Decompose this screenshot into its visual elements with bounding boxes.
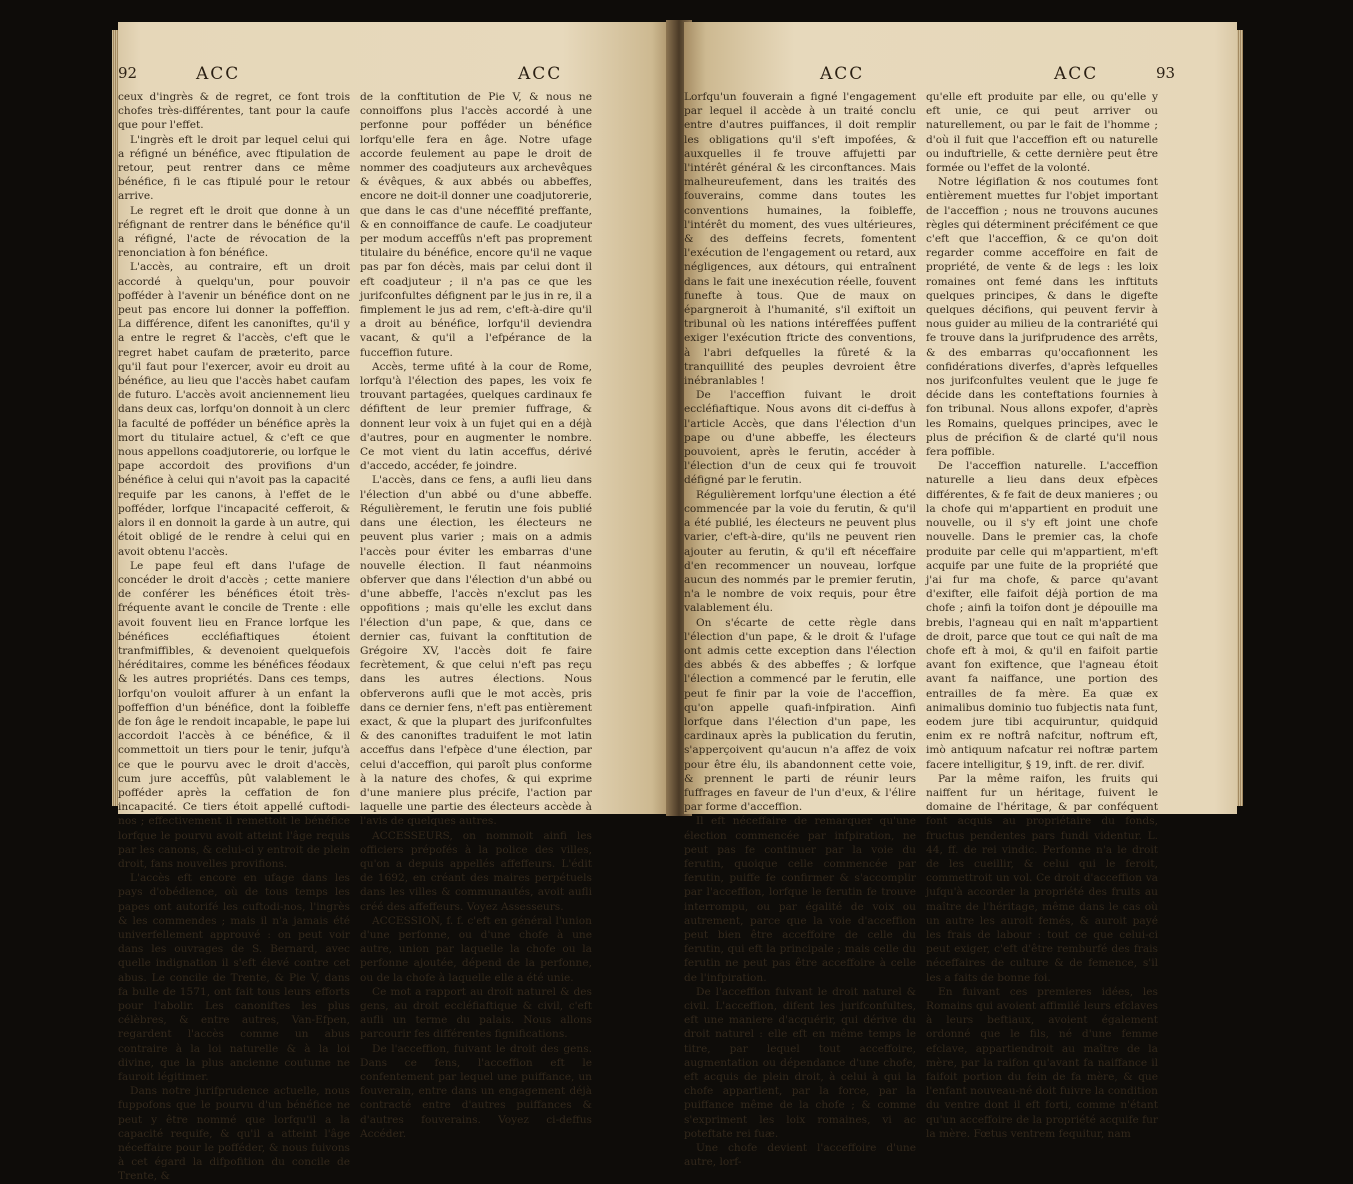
paragraph: Dans notre jurifprudence actuelle, nous fuppofons que le pourvu d'un bénéfice ne peut y être nommé que lorfqu'il a la capacité requife, & qu'il a atteint l'âge néceffaire pour le pofféder, & nous fuivons à cet égard la difpofition du concile de Trente, & [118,1085,350,1183]
right-page-edges [1237,30,1243,806]
left-page-header [118,64,674,86]
entry-accesseurs: ACCESSEURS, on nommoit ainfi les officiers prépofés à la police des villes, qu'on a depuis appellés affeffeurs. L'édit de 1692, en créant des maires perpétuels dans les villes & communautés, avoit aufli créé des affeffeurs. Voyez Assesseurs. [360,829,592,913]
paragraph: Le regret eft le droit que donne à un réfignant de rentrer dans le bénéfice qu'il a réfigné, l'acte de révocation de la renonciation à fon bénéfice. [118,204,350,260]
running-headword: ACC [196,64,241,84]
paragraph: Notre légiflation & nos coutumes font entièrement muettes fur l'objet important de l'acceffion ; nous ne trouvons aucunes règles qui déterminent précifément ce que c'eft que l'acceffion, & ce qu'on doit regarder comme acceffoire en fait de propriété, de vente & de legs : les loix romaines ont femé dans les inftituts quelques principes, & dans le digefte quelques décifions, qui peuvent fervir à nous guider au milieu de la contrariété qui fe trouve dans la jurifprudence des arrêts, & des embarras qu'occafionnent les confidérations diverfes, d'après lefquelles nos jurifconfultes veulent que le juge fe décide dans les conteftations fournies à fon tribunal. Nous allons expofer, d'après les Romains, quelques principes, avec le plus de précifion & de clarté qu'il nous fera poffible. [926,176,1158,459]
running-headword: ACC [518,64,563,84]
paragraph: Il eft néceffaire de remarquer qu'une élection commencée par infpiration, ne peut pas fe continuer par la voie du ferutin, quoique celle commencée par ferutin, puiffe fe confirmer & s'accomplir par l'acceffion, lorfque le ferutin fe trouve interrompu, ou par égalité de voix ou autrement, parce que la voie d'acceffion peut bien être acceffoire de celle du ferutin, qui eft la principale ; mais celle du ferutin ne peut pas être acceffoire à celle de l'infpiration. [684,815,916,984]
paragraph: Régulièrement lorfqu'une élection a été commencée par la voie du ferutin, & qu'il a été publié, les électeurs ne peuvent plus varier, c'eft-à-dire, qu'ils ne peuvent rien ajouter au ferutin, & qu'il eft néceffaire d'en recommencer un nouveau, lorfque aucun des nommés par le premier ferutin, n'a le nombre de voix requis, pour être valablement élu. [684,488,916,615]
paragraph: L'accès eft encore en ufage dans les pays d'obédience, où de tous temps les papes ont autorifé les cuftodi-nos, l'ingrès & les commendes ; mais il n'a jamais été univerfellement approuvé : on peut voir dans les ouvrages de S. Bernard, avec quelle indignation il s'eft élevé contre cet abus. Le concile de Trente, & Pie V, dans fa bulle de 1571, ont fait tous leurs efforts pour l'abolir. Les canoniftes les plus célèbres, & entre autres, Van-Efpen, regardent l'accès comme un abus contraire à la loi naturelle & à la loi divine, que la plus ancienne coutume ne fauroit légitimer. [118,872,350,1084]
paragraph: Une chofe devient l'acceffoire d'une autre, lorf- [684,1142,916,1169]
paragraph: ceux d'ingrès & de regret, ce font trois chofes très-différentes, tant pour la caufe que pour l'effet. [118,91,350,132]
right-page-header [684,64,1237,86]
right-page [684,22,1237,1169]
paragraph: De l'acceffion fuivant le droit naturel & civil. L'acceffion, difent les jurifconfultes, eft une maniere d'acquérir, qui dérive du droit naturel : elle eft en même temps le titre, par lequel tout acceffoire, augmentation ou dépendance d'une chofe, eft acquis de plein droit, à celui à qui la chofe appartient, par la force, par la puiffance même de la chofe ; & comme s'expriment les loix romaines, vi ac poteftate rei fuæ. [684,985,916,1140]
entry-accession: ACCESSION, f. f. c'eft en général l'union d'une perfonne, ou d'une chofe à une autre, union par laquelle la chofe ou la perfonne ajoutée, dépend de la perfonne, ou de la chofe à laquelle elle a été unie. [360,914,592,984]
page-number: 92 [118,64,138,82]
paragraph: qu'elle eft produite par elle, ou qu'elle y eft unie, ce qui peut arriver ou naturellement, ou par le fait de l'homme ; d'où il fuit que l'acceffion eft ou naturelle ou induftrielle, & cette dernière peut être formée ou l'effet de la volonté. [926,91,1158,175]
paragraph: Lorfqu'un fouverain a figné l'engagement par lequel il accède à un traité conclu entre d'autres puiffances, il doit remplir les obligations qu'il s'eft impofées, & auxquelles il fe trouve affujetti par l'intérêt général & les circonftances. Mais malheureufement, dans les traités des fouverains, comme dans toutes les conventions humaines, la foibleffe, l'intérêt du moment, des vues ultérieures, & des deffeins fecrets, fomentent l'exécution de l'engagement ou retard, aux négligences, aux détours, qui entraînent dans le fait une inexécution réelle, fouvent funefte à tous. Que de maux on épargneroit à l'humanité, s'il exiftoit un tribunal où les nations intéreffées puffent exiger l'exécution ftricte des conventions, à l'abri defquelles la fûreté & la tranquillité des peuples devroient être inébranlables ! [684,91,916,388]
paragraph: L'accès, au contraire, eft un droit accordé à quelqu'un, pour pouvoir pofféder à l'avenir un bénéfice dont on ne peut pas encore lui donner la poffeffion. La différence, difent les canoniftes, qu'il y a entre le regret & l'accès, c'eft que le regret habet caufam de præterito, parce qu'il faut pour l'exercer, avoir eu droit au bénéfice, au lieu que l'accès habet caufam de futuro. L'accès avoit anciennement lieu dans deux cas, lorfqu'on donnoit à un clerc la faculté de pofféder un bénéfice après la mort du titulaire actuel, & c'eft ce que nous appellons coadjutorerie, ou lorfque le pape accordoit des provifions d'un bénéfice à celui qui n'avoit pas la capacité requife par les canons, à l'effet de le pofféder, lorfque l'incapacité cefferoit, & alors il en donnoit la garde à un autre, qui étoit obligé de le rendre à celui qui en avoit obtenu l'accès. [118,261,350,558]
paragraph: L'ingrès eft le droit par lequel celui qui a réfigné un bénéfice, avec ftipulation de retour, peut rentrer dans ce même bénéfice, fi le cas ftipulé pour le retour arrive. [118,133,350,203]
text-column [926,90,1158,1140]
paragraph: Ce mot a rapport au droit naturel & des gens, au droit eccléfiaftique & civil, c'eft aufli un terme du palais. Nous allons parcourir fes différentes fignifications. [360,985,592,1041]
text-column [684,90,916,1169]
running-headword: ACC [820,64,865,84]
paragraph: De l'acceffion naturelle. L'acceffion naturelle a lieu dans deux efpèces différentes, & fe fait de deux manieres ; ou la chofe qui m'appartient en produit une nouvelle, ou il s'y eft joint une chofe nouvelle. Dans le premier cas, la chofe produite par celle qui m'appartient, m'eft acquife par une fuite de la propriété que j'ai fur ma chofe, & parce qu'avant d'exifter, elle faifoit déjà portion de ma chofe ; ainfi la toifon dont je dépouille ma brebis, l'agneau qui en naît m'appartient de droit, parce que tout ce qui naît de ma chofe eft à moi, & qu'il en faifoit partie avant fon exiftence, que l'agneau étoit avant fa naiffance, une portion des entrailles de fa mère. Ea quæ ex animalibus dominio tuo fubjectis nata funt, eodem jure tibi acquiruntur, quidquid enim ex re noftrâ nafcitur, noftrum eft, imò antiquum nafcatur rei noftræ partem facere intelligitur, § 19, inft. de rer. divif. [926,460,1158,771]
text-column [360,90,592,1140]
paragraph: de la conftitution de Pie V, & nous ne connoiffons plus l'accès accordé à une perfonne pour pofféder un bénéfice lorfqu'elle fera en âge. Notre ufage accorde feulement au pape le droit de nommer des coadjuteurs aux archevêques & évêques, & aux abbés ou abbeffes, encore ne doit-il donner une coadjutorerie, que dans le cas d'une néceffité preffante, & en connoiffance de caufe. Le coadjuteur per modum acceffûs n'eft pas proprement titulaire du bénéfice, encore qu'il ne vaque pas par fon décès, mais par celui dont il eft coadjuteur ; il n'a pas ce que les jurifconfultes défignent par le jus in re, il a fimplement le jus ad rem, c'eft-à-dire qu'il a droit au bénéfice, lorfqu'il deviendra vacant, & qu'il a l'efpérance de la fucceffion future. [360,91,592,359]
paragraph: En fuivant ces premieres idées, les Romains qui avoient affimilé leurs efclaves à leurs beftiaux, avoient également ordonné que le fils, né d'une femme efclave, appartiendroit au maître de la mère, par la raifon qu'avant fa naiffance il faifoit portion du fein de fa mère, & que l'enfant nouveau-né doit fuivre la condition du ventre dont il eft forti, comme n'étant qu'un acceffoire de la propriété acquife fur la mère. Fœtus ventrem fequitur, nam [926,985,1158,1140]
paragraph: On s'écarte de cette règle dans l'élection d'un pape, & le droit & l'ufage ont admis cette exception dans l'élection des abbés & des abbeffes ; & lorfque l'élection a commencé par le ferutin, elle peut fe finir par la voie de l'acceffion, qu'on appelle quafi-infpiration. Ainfi lorfque dans l'élection d'un pape, les cardinaux après la publication du ferutin, s'apperçoivent qu'aucun n'a affez de voix pour être élu, ils abandonnent cette voie, & prennent le parti de réunir leurs fuffrages en faveur de l'un d'eux, & l'élire par forme d'acceffion. [684,616,916,814]
page-number: 93 [1156,64,1176,82]
paragraph: De l'acceffion fuivant le droit eccléfiaftique. Nous avons dit ci-deffus à l'article Accès, que dans l'élection d'un pape ou d'une abbeffe, les électeurs pouvoient, après le ferutin, accéder à l'élection d'un de ceux qui fe trouvoit défigné par le ferutin. [684,389,916,487]
running-headword: ACC [1054,64,1099,84]
paragraph: De l'acceffion, fuivant le droit des gens. Dans ce fens, l'acceffion eft le confentement par lequel une puiffance, un fouverain, entre dans un engagement déjà contracté entre d'autres puiffances & d'autres fouverains. Voyez ci-deffus Accéder. [360,1042,592,1140]
text-column [118,90,350,1183]
left-page [118,22,674,1183]
paragraph: Par la même raifon, les fruits qui naiffent fur un héritage, fuivent le domaine de l'héritage, & par conféquent font acquis au propriétaire du fonds, fructus pendentes pars fundi videntur. L. 44, ff. de rei vindic. Perfonne n'a le droit de les cueillir, & celui qui le feroit, commettroit un vol. Ce droit d'acceffion va jufqu'à accorder la propriété des fruits au maître de l'héritage, même dans le cas où un autre les auroit femés, & auroit payé les frais de labour : tout ce que celui-ci peut exiger, c'eft d'être remburfé des frais néceffaires de culture & de femence, s'il les a faits de bonne foi. [926,772,1158,984]
paragraph: Le pape feul eft dans l'ufage de concéder le droit d'accès ; cette maniere de conférer les bénéfices étoit très-fréquente avant le concile de Trente : elle avoit fouvent lieu en France lorfque les bénéfices eccléfiaftiques étoient tranfmiffibles, & devenoient quelquefois héréditaires, comme les bénéfices féodaux & les autres propriétés. Dans ces temps, lorfqu'on vouloit affurer à un enfant la poffeffion d'un bénéfice, dont la foibleffe de fon âge le rendoit incapable, le pape lui accordoit l'accès à ce bénéfice, & il commettoit un tiers pour le tenir, jufqu'à ce que le pourvu avec le droit d'accès, cum jure acceffûs, pût valablement le pofféder après la ceffation de fon incapacité. Ce tiers étoit appellé cuftodi-nos ; effectivement il remettoit le bénéfice lorfque le pourvu avoit atteint l'âge requis par les canons, & celui-ci y entroit de plein droit, fans nouvelles provifions. [118,559,350,870]
paragraph: L'accès, dans ce fens, a aufli lieu dans l'élection d'un abbé ou d'une abbeffe. Régulièrement, le ferutin une fois publié dans une élection, les électeurs ne peuvent plus varier ; mais on a admis l'accès pour éviter les embarras d'une nouvelle élection. Il faut néanmoins obferver que dans l'élection d'un abbé ou d'une abbeffe, l'accès n'exclut pas les oppofitions ; mais qu'elle les exclut dans l'élection d'un pape, & que, dans ce dernier cas, fuivant la conftitution de Grégoire XV, l'accès doit fe faire fecrètement, & que celui n'eft pas reçu dans les autres élections. Nous obferverons aufli que le mot accès, pris dans ce dernier fens, n'eft pas entièrement exact, & que la plupart des jurifconfultes & des canoniftes traduifent le mot latin acceffus dans l'efpèce d'une élection, par celui d'acceffion, qui paroît plus conforme à la nature des chofes, & qui exprime d'une maniere plus précife, l'action par laquelle une partie des électeurs accède à l'avis de quelques autres. [360,474,592,828]
entry-accès: Accès, terme ufité à la cour de Rome, lorfqu'à l'élection des papes, les voix fe trouvant partagées, quelques cardinaux fe défiftent de leur premier fuffrage, & donnent leur voix à un fujet qui en a déjà d'autres, pour en augmenter le nombre. Ce mot vient du latin acceffus, dérivé d'accedo, accéder, fe joindre. [360,360,592,473]
